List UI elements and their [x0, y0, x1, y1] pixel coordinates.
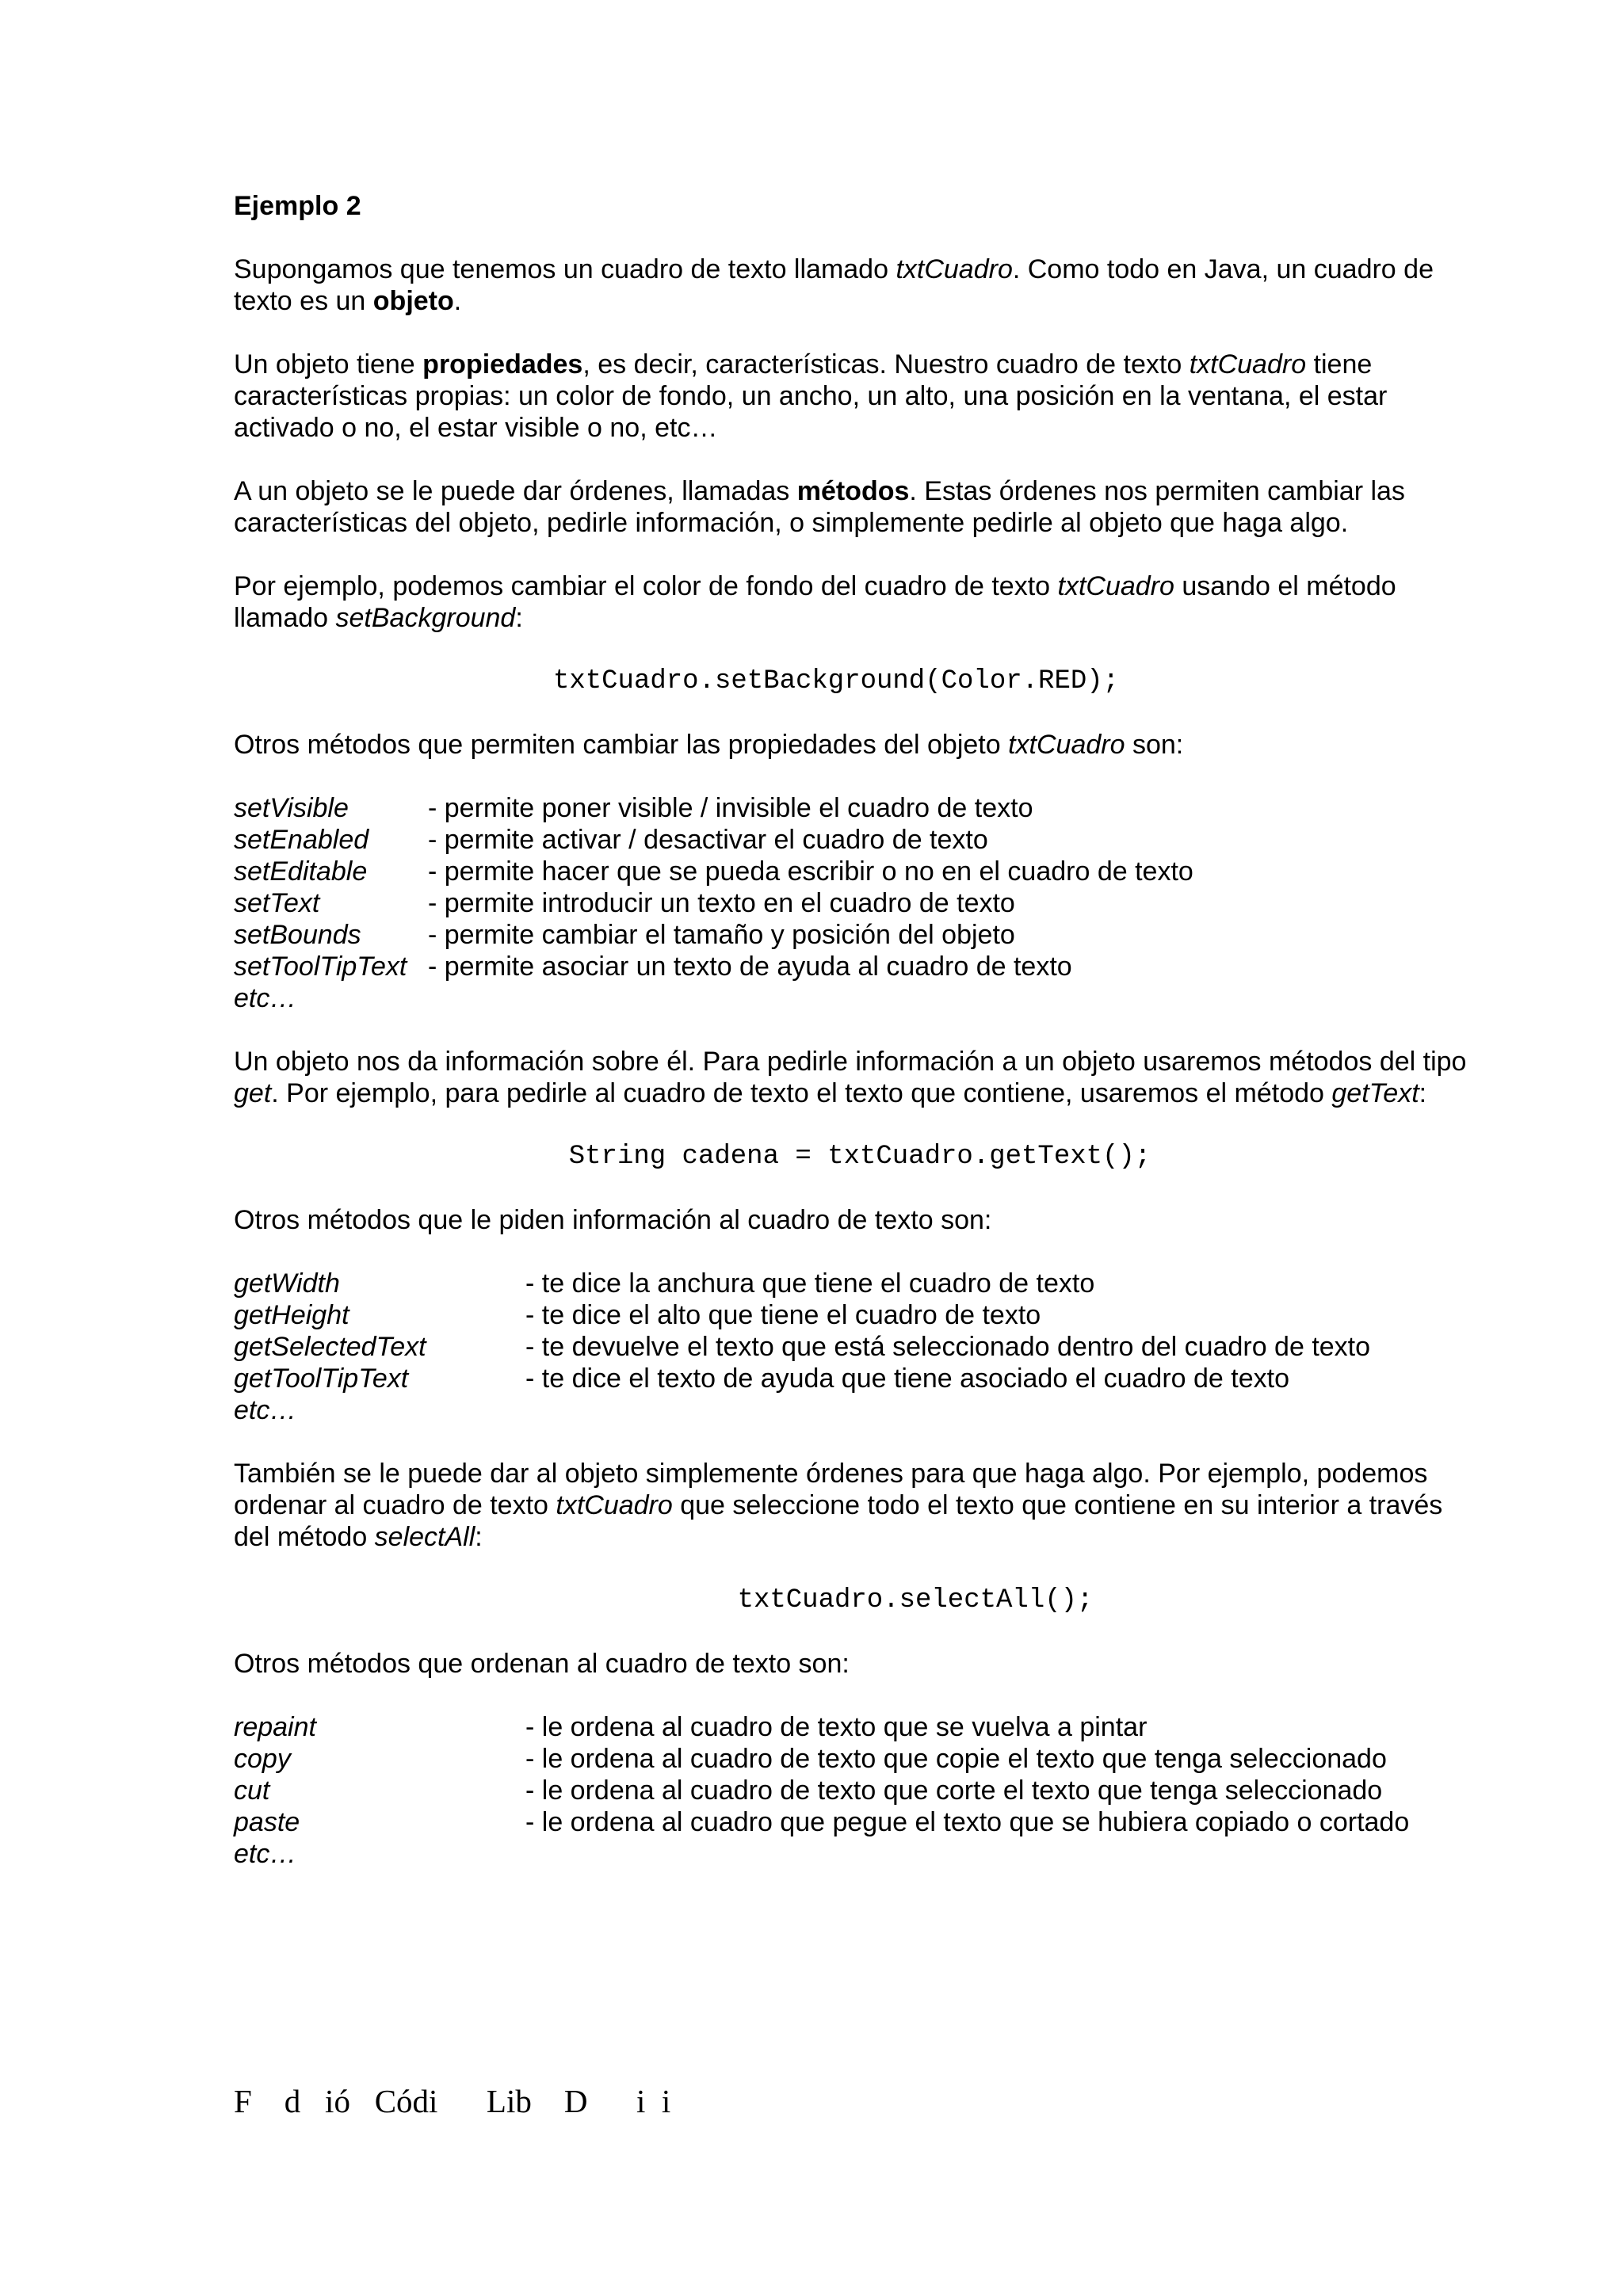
method-description: - le ordena al cuadro que pegue el texto que se hubiera copiado o cortado	[525, 1807, 1410, 1837]
method-name: getToolTipText	[234, 1363, 409, 1394]
list-item	[234, 792, 1470, 824]
text: Por ejemplo, podemos cambiar el color de fondo del cuadro de texto	[234, 571, 1058, 601]
method-description: - te dice la anchura que tiene el cuadro de texto	[525, 1268, 1095, 1299]
setter-methods-list	[234, 792, 1470, 1014]
list-item	[234, 1331, 1470, 1363]
method-description: - te dice el alto que tiene el cuadro de texto	[525, 1300, 1041, 1330]
list-item	[234, 1711, 1470, 1743]
method-description: - permite cambiar el tamaño y posición del objeto	[428, 920, 1015, 950]
italic-term: txtCuadro	[1057, 571, 1174, 601]
method-name: cut	[234, 1775, 270, 1806]
text: :	[515, 603, 523, 633]
etc-label: etc…	[234, 1395, 297, 1425]
code-snippet-2: String cadena = txtCuadro.getText();	[568, 1142, 1151, 1172]
bold-term: propiedades	[422, 349, 583, 379]
text: :	[475, 1522, 483, 1552]
method-name: getSelectedText	[234, 1332, 426, 1362]
method-name: copy	[234, 1744, 291, 1774]
text: Un objeto nos da información sobre él. Para pedirle información a un objeto usaremos métodos del tipo	[234, 1047, 1467, 1077]
text: .	[453, 286, 462, 316]
bold-term: métodos	[796, 476, 910, 506]
paragraph-9: Otros métodos que ordenan al cuadro de texto son:	[234, 1649, 850, 1679]
code-snippet-1: txtCuadro.setBackground(Color.RED);	[552, 666, 1120, 696]
paragraph-3	[234, 475, 1470, 539]
getter-methods-list	[234, 1268, 1470, 1426]
list-item	[234, 919, 1470, 951]
method-description: - le ordena al cuadro de texto que copie el texto que tenga seleccionado	[525, 1744, 1387, 1774]
list-item	[234, 1299, 1470, 1331]
text: . Estas órdenes nos permiten cambiar las características del objeto, pedirle información, o simplemente pedirle al objeto que haga algo.	[234, 476, 1405, 538]
text: son:	[1125, 730, 1184, 760]
paragraph-2	[234, 349, 1470, 444]
list-item	[234, 824, 1470, 856]
code-snippet-3: txtCuadro.selectAll();	[737, 1585, 1094, 1615]
italic-term: setBackground	[335, 603, 516, 633]
etc-label: etc…	[234, 983, 297, 1013]
list-item	[234, 1775, 1470, 1806]
text: usando el método llamado	[234, 571, 1396, 633]
method-name: setEnabled	[234, 825, 369, 855]
text: . Por ejemplo, para pedirle al cuadro de texto el texto que contiene, usaremos el método	[271, 1078, 1332, 1108]
list-item	[234, 951, 1470, 982]
list-item	[234, 887, 1470, 919]
section-title: Ejemplo 2	[234, 191, 361, 221]
list-item	[234, 1743, 1470, 1775]
italic-term: txtCuadro	[556, 1490, 673, 1520]
method-name: setToolTipText	[234, 952, 407, 982]
method-description: - permite introducir un texto en el cuadro de texto	[428, 888, 1015, 918]
text: Otros métodos que permiten cambiar las propiedades del objeto	[234, 730, 1009, 760]
method-name: repaint	[234, 1712, 316, 1742]
method-name: setText	[234, 888, 320, 918]
paragraph-5	[234, 729, 1470, 761]
text: Supongamos que tenemos un cuadro de texto llamado	[234, 254, 896, 284]
method-description: - permite activar / desactivar el cuadro de texto	[428, 825, 988, 855]
page-footer: F d ió Códi Lib D i i	[234, 2083, 671, 2119]
list-item	[234, 856, 1470, 887]
italic-term: get	[234, 1078, 272, 1108]
italic-term: txtCuadro	[896, 254, 1013, 284]
text: :	[1419, 1078, 1427, 1108]
list-item	[234, 1806, 1470, 1838]
paragraph-7: Otros métodos que le piden información al cuadro de texto son:	[234, 1205, 992, 1235]
list-item	[234, 1363, 1470, 1394]
paragraph-8	[234, 1458, 1470, 1553]
italic-term: getText	[1331, 1078, 1419, 1108]
method-name: setVisible	[234, 793, 349, 823]
method-description: - permite hacer que se pueda escribir o no en el cuadro de texto	[428, 856, 1193, 887]
method-description: - te dice el texto de ayuda que tiene asociado el cuadro de texto	[525, 1363, 1289, 1394]
method-description: - le ordena al cuadro de texto que se vuelva a pintar	[525, 1712, 1148, 1742]
etc-label: etc…	[234, 1839, 297, 1869]
italic-term: txtCuadro	[1008, 730, 1125, 760]
text: Un objeto tiene	[234, 349, 423, 379]
method-name: paste	[234, 1807, 300, 1837]
text: También se le puede dar al objeto simplemente órdenes para que haga algo. Por ejemplo, podemos ordenar al cuadro de texto	[234, 1459, 1428, 1520]
text: tiene características propias: un color de fondo, un ancho, un alto, una posición en la ventana, el estar activado o no, el estar visible o no, etc…	[234, 349, 1388, 443]
bold-term: objeto	[372, 286, 454, 316]
method-name: getWidth	[234, 1268, 340, 1299]
text: A un objeto se le puede dar órdenes, llamadas	[234, 476, 797, 506]
paragraph-6	[234, 1046, 1470, 1109]
paragraph-4	[234, 570, 1470, 634]
text: , es decir, características. Nuestro cuadro de texto	[582, 349, 1190, 379]
italic-term: txtCuadro	[1189, 349, 1307, 379]
text: . Como todo en Java, un cuadro de texto es un	[234, 254, 1434, 316]
action-methods-list	[234, 1711, 1470, 1870]
document-body	[234, 190, 1470, 1901]
method-name: setBounds	[234, 920, 361, 950]
list-item	[234, 1268, 1470, 1299]
method-description: - permite asociar un texto de ayuda al cuadro de texto	[428, 952, 1072, 982]
paragraph-1	[234, 254, 1470, 317]
text: que seleccione todo el texto que contiene en su interior a través del método	[234, 1490, 1443, 1552]
method-description: - le ordena al cuadro de texto que corte el texto que tenga seleccionado	[525, 1775, 1383, 1806]
method-description: - te devuelve el texto que está seleccionado dentro del cuadro de texto	[525, 1332, 1371, 1362]
method-name: setEditable	[234, 856, 368, 887]
method-description: - permite poner visible / invisible el cuadro de texto	[428, 793, 1033, 823]
italic-term: selectAll	[374, 1522, 475, 1552]
method-name: getHeight	[234, 1300, 349, 1330]
